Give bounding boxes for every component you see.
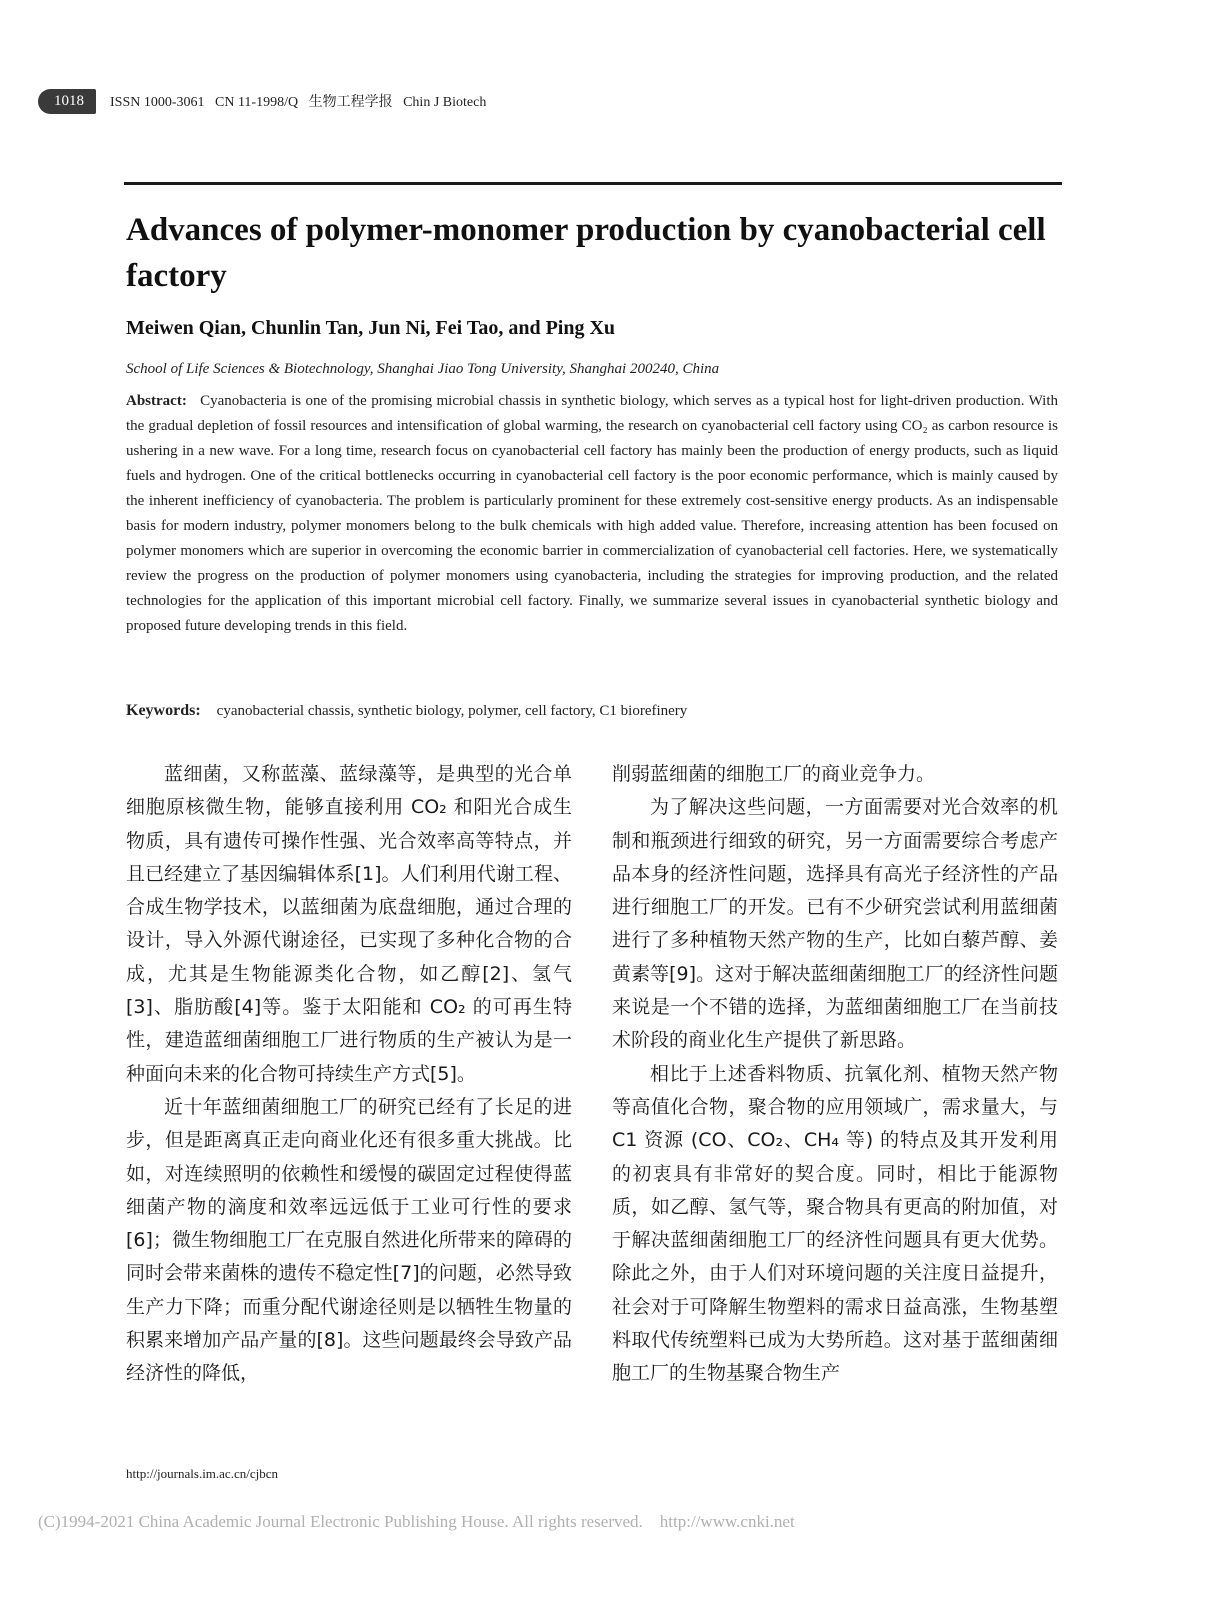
body-paragraph: 相比于上述香料物质、抗氧化剂、植物天然产物等高值化合物，聚合物的应用领域广，需求量大，与 C1 资源 (CO、CO₂、CH₄ 等) 的特点及其开发利用的初衷具有非常好的契合度。同时，相比于能源物质，如乙醇、氢气等，聚合物具有更高的附加值，对于解决蓝细菌细胞工厂的经济性问题具有更大优势。除此之外，由于人们对环境问题的关注度日益提升，社会对于可降解生物塑料的需求日益高涨，生物基塑料取代传统塑料已成为大势所趋。这对基于蓝细菌细胞工厂的生物基聚合物生产 <box>612 1062 1058 1385</box>
body-paragraph: 近十年蓝细菌细胞工厂的研究已经有了长足的进步，但是距离真正走向商业化还有很多重大挑战。比如，对连续照明的依赖性和缓慢的碳固定过程使得蓝细菌产物的滴度和效率远远低于工业可行性的要求[6]；微生物细胞工厂在克服自然进化所带来的障碍的同时会带来菌株的遗传不稳定性[7]的问题，必然导致生产力下降；而重分配代谢途径则是以牺牲生物量的积累来增加产品产量的[8]。这些问题最终会导致产品经济性的降低， <box>126 1095 572 1385</box>
body-column-left <box>126 758 572 1391</box>
article-title: Advances of polymer-monomer production by cyanobacterial cell factory <box>126 212 1046 294</box>
keywords-text: cyanobacterial chassis, synthetic biology, polymer, cell factory, C1 biorefinery <box>216 703 688 719</box>
journal-url: http://journals.im.ac.cn/cjbcn <box>126 1466 278 1481</box>
body-column-right <box>612 758 1058 1391</box>
affiliation: School of Life Sciences & Biotechnology, Shanghai Jiao Tong University, Shanghai 200240, China <box>126 361 720 377</box>
body-paragraph: 为了解决这些问题，一方面需要对光合效率的机制和瓶颈进行细致的研究，另一方面需要综合考虑产品本身的经济性问题，选择具有高光子经济性的产品进行细胞工厂的开发。已有不少研究尝试利用蓝细菌进行了多种植物天然产物的生产，比如白藜芦醇、姜黄素等[9]。这对于解决蓝细菌细胞工厂的经济性问题来说是一个不错的选择，为蓝细菌细胞工厂在当前技术阶段的商业化生产提供了新思路。 <box>612 796 1058 1052</box>
copyright-footer: (C)1994-2021 China Academic Journal Electronic Publishing House. All rights reserved. http://www.cnki.net <box>38 1512 795 1531</box>
page-number-badge: 1018 <box>38 89 96 114</box>
abstract <box>126 389 1058 639</box>
body-paragraph-continued: 削弱蓝细菌的细胞工厂的商业竞争力。 <box>612 763 936 785</box>
keywords <box>126 702 1061 720</box>
running-header <box>38 87 486 115</box>
body-paragraph: 蓝细菌，又称蓝藻、蓝绿藻等，是典型的光合单细胞原核微生物，能够直接利用 CO₂ 和阳光合成生物质，具有遗传可操作性强、光合效率高等特点，并且已经建立了基因编辑体系[1]。人们利用代谢工程、合成生物学技术，以蓝细菌为底盘细胞，通过合理的设计，导入外源代谢途径，已实现了多种化合物的合成，尤其是生物能源类化合物，如乙醇[2]、氢气[3]、脂肪酸[4]等。鉴于太阳能和 CO₂ 的可再生特性，建造蓝细菌细胞工厂进行物质的生产被认为是一种面向未来的化合物可持续生产方式[5]。 <box>126 763 572 1085</box>
keywords-label: Keywords: <box>126 702 201 719</box>
author-list: Meiwen Qian, Chunlin Tan, Jun Ni, Fei Tao, and Ping Xu <box>126 317 616 339</box>
abstract-text: Cyanobacteria is one of the promising microbial chassis in synthetic biology, which serves as a typical host for light-driven production. With the gradual depletion of fossil resources and intensification of global warming, the research on cyanobacterial cell factory using CO₂ as carbon resource is ushering in a new wave. For a long time, research focus on cyanobacterial cell factory has mainly been the production of energy products, such as liquid fuels and hydrogen. One of the critical bottlenecks occurring in cyanobacterial cell factory is the poor economic performance, which is mainly caused by the inherent inefficiency of cyanobacteria. The problem is particularly prominent for these extremely cost-sensitive energy products. As an indispensable basis for modern industry, polymer monomers belong to the bulk chemicals with high added value. Therefore, increasing attention has been focused on polymer monomers which are superior in overcoming the economic barrier in commercialization of cyanobacterial cell factories. Here, we systematically review the progress on the production of polymer monomers using cyanobacteria, including the strategies for improving production, and the related technologies for the application of this important microbial cell factory. Finally, we summarize several issues in cyanobacterial synthetic biology and proposed future developing trends in this field. <box>126 393 1059 634</box>
abstract-label: Abstract: <box>126 393 187 409</box>
header-rule <box>124 182 1062 185</box>
journal-meta: ISSN 1000-3061 CN 11-1998/Q 生物工程学报 Chin J Biotech <box>110 95 487 110</box>
